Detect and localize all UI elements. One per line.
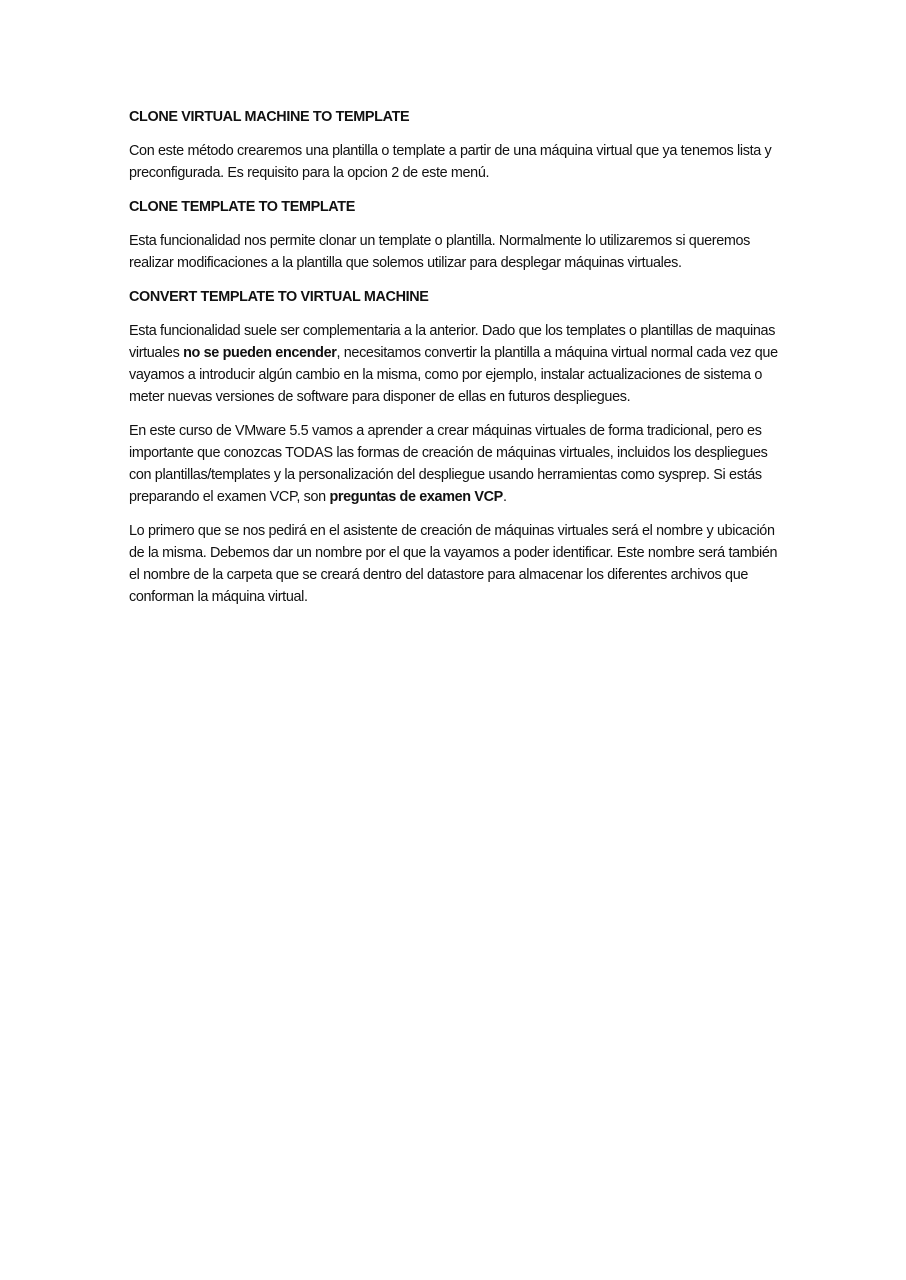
paragraph-clone-template-to-template: Esta funcionalidad nos permite clonar un template o plantilla. Normalmente lo utilizaremos si queremos realizar modificaciones a la plantilla que solemos utilizar para desplegar máquinas virtuales. [129, 233, 751, 271]
heading-clone-template-to-template: CLONE TEMPLATE TO TEMPLATE [129, 199, 355, 215]
heading-clone-vm-to-template: CLONE VIRTUAL MACHINE TO TEMPLATE [129, 109, 410, 125]
emphasis-preguntas-examen: preguntas de examen VCP [329, 489, 503, 505]
heading-convert-template-to-vm: CONVERT TEMPLATE TO VIRTUAL MACHINE [129, 289, 429, 305]
paragraph-text: . [502, 489, 507, 505]
paragraph-text: Esta funcionalidad suele ser complementaria a la anterior. Dado que los templates o plantillas de maquinas virtuales [129, 323, 776, 361]
paragraph-text: En este curso de VMware 5.5 vamos a aprender a crear máquinas virtuales de forma tradicional, pero es importante que conozcas TODAS las formas de creación de máquinas virtuales, incluidos los despliegues con plantillas/templates y la personalización del despliegue usando herramientas como sysprep. Si estás preparando el examen VCP, son [129, 423, 768, 505]
paragraph-text: , necesitamos convertir la plantilla a máquina virtual normal cada vez que vayamos a introducir algún cambio en la misma, como por ejemplo, instalar actualizaciones de sistema o meter nuevas versiones de software para disponer de ellas en futuros despliegues. [129, 345, 778, 405]
document-page [129, 106, 779, 620]
emphasis-no-se-pueden-encender: no se pueden encender [183, 345, 337, 361]
paragraph-final: Lo primero que se nos pedirá en el asistente de creación de máquinas virtuales será el nombre y ubicación de la misma. Debemos dar un nombre por el que la vayamos a poder identificar. Este nombre será también el nombre de la carpeta que se creará dentro del datastore para almacenar los diferentes archivos que conforman la máquina virtual. [129, 523, 778, 605]
paragraph-course [129, 420, 779, 508]
paragraph-clone-vm-to-template: Con este método crearemos una plantilla o template a partir de una máquina virtual que ya tenemos lista y preconfigurada. Es requisito para la opcion 2 de este menú. [129, 143, 772, 181]
paragraph-convert-template-to-vm [129, 320, 779, 408]
